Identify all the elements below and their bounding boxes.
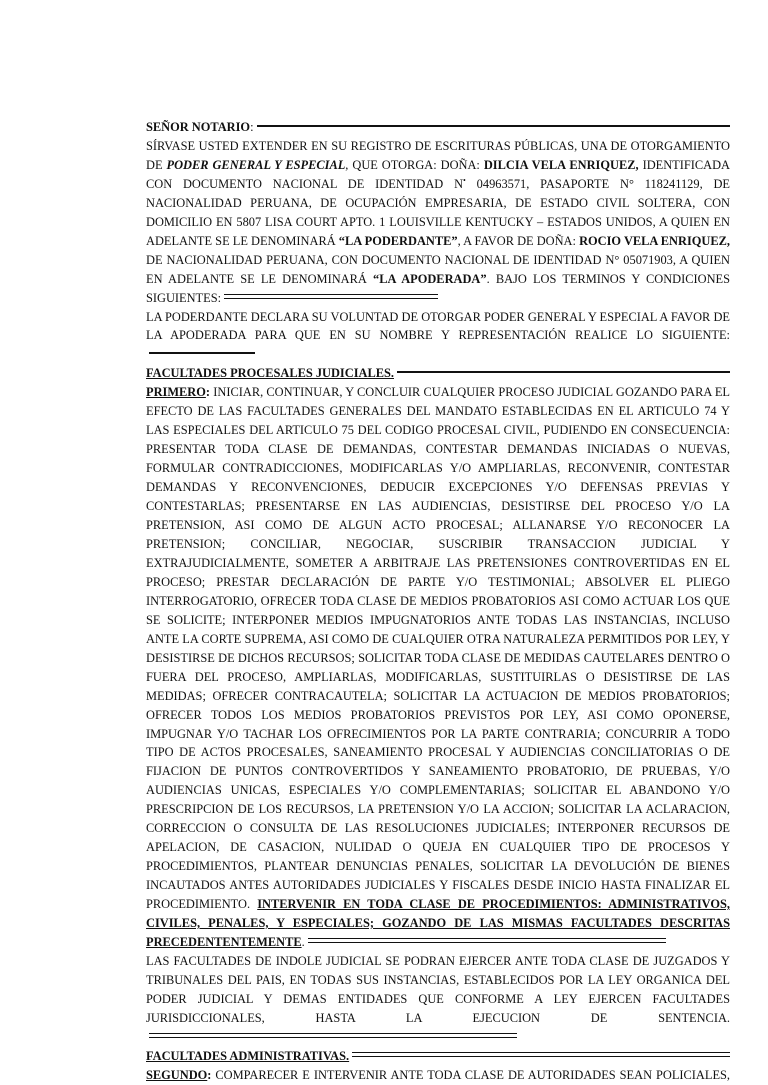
article-label-primero: PRIMERO (146, 385, 206, 400)
article-segundo: SEGUNDO: COMPARECER E INTERVENIR ANTE TODA CLASE DE AUTORIDADES SEAN POLICIALES, (146, 1067, 730, 1082)
document-page (146, 118, 730, 1085)
judicial-scope-paragraph: LAS FACULTADES DE INDOLE JUDICIAL SE PODRAN EJERCER ANTE TODA CLASE DE JUZGADOS Y TRIBUNALES DEL PAIS, EN TODAS SUS INSTANCIAS, ESTABLECIDOS POR LA LEY ORGANICA DEL PODER JUDICIAL Y DEMAS ENTIDADES QUE CONFORME A LEY EJERCEN FACULTADES JURISDICCIONALES, HASTA LA EJECUCION DE SENTENCIA. (146, 952, 730, 1047)
fill-line (257, 125, 730, 127)
article-primero-emphasis: INTERVENIR EN TODA CLASE DE PROCEDIMIENTOS: ADMINISTRATIVOS, CIVILES, PENALES, Y ESPECIALES; GOZANDO DE LAS MISMAS FACULTADES DESCRITAS PRECEDENTENTEMENTE (146, 897, 730, 949)
article-label-segundo: SEGUNDO (146, 1067, 208, 1082)
fill-line (149, 1033, 517, 1038)
fill-line (397, 371, 730, 373)
attorney-name: ROCIO VELA ENRIQUEZ, (579, 233, 730, 248)
fill-line (224, 294, 438, 299)
power-type: PODER GENERAL Y ESPECIAL (166, 157, 346, 172)
article-primero: PRIMERO: INICIAR, CONTINUAR, Y CONCLUIR CUALQUIER PROCESO JUDICIAL GOZANDO PARA EL EFECTO DE LAS FACULTADES GENERALES DEL MANDATO ESTABLECIDAS EN EL ARTICULO 74 Y LAS ESPECIALES DEL ARTICULO 75 DEL CODIGO PROCESAL CIVIL, PUDIENDO EN CONSECUENCIA: PRESENTAR TODA CLASE DE DEMANDAS, CONTESTAR DEMANDAS INICIADAS O NUEVAS, FORMULAR CONTRADICCIONES, MODIFICARLAS Y/O AMPLIARLAS, RECONVENIR, CONTESTAR DEMANDAS Y RECONVENCIONES, DEDUCIR EXCEPCIONES Y/O DEFENSAS PREVIAS Y CONTESTARLAS; PRESENTARSE EN LAS AUDIENCIAS, DESISTIRSE DEL PROCESO Y/O LA PRETENSION, ASI COMO DE ALGUN ACTO PROCESAL; ALLANARSE Y/O RECONOCER LA PRETENSION; CONCILIAR, NEGOCIAR, SUSCRIBIR TRANSACCION JUDICIAL Y EXTRAJUDICIALMENTE, SOMETER A ARBITRAJE LAS PRETENSIONES CONTROVERTIDAS EN EL PROCESO; PRESTAR DECLARACIÓN DE PARTE Y/O TESTIMONIAL; ABSOLVER EL PLIEGO INTERROGATORIO, OFRECER TODA CLASE DE MEDIOS PROBATORIOS ASI COMO ACTUAR LOS QUE SE SOLICITE; INTERPONER MEDIOS IMPUGNATORIOS ANTE TODAS LAS INSTANCIAS, INCLUSO ANTE LA CORTE SUPREMA, ASI COMO DE CUALQUIER OTRA NATURALEZA PERMITIDOS POR LEY, Y DESISTIRSE DE DICHOS RECURSOS; SOLICITAR TODA CLASE DE MEDIDAS CAUTELARES DENTRO O FUERA DEL PROCESO, AMPLIARLAS, MODIFICARLAS, SUSTITUIRLAS O DESISTIRSE DE LAS MEDIDAS; OFRECER CONTRACAUTELA; SOLICITAR LA ACTUACION DE MEDIOS PROBATORIOS; OFRECER TODOS LOS MEDIOS PROBATORIOS PREVISTOS POR LEY, ASI COMO OPONERSE, IMPUGNAR Y/O TACHAR LOS OFRECIMIENTOS POR LA PARTE CONTRARIA; CONCURRIR A TODO TIPO DE ACTOS PROCESALES, SANEAMIENTO PROCESAL Y AUDIENCIAS CONCILIATORIAS O DE FIJACION DE PUNTOS CONTROVERTIDOS Y SANEAMIENTO PROBATORIO, DE PRUEBAS, Y/O AUDIENCIAS UNICAS, ESPECIALES Y/O COMPLEMENTARIAS; SOLICITAR EL ABANDONO Y/O PRESCRIPCION DE LOS RECURSOS, LA PRETENSION Y/O LA ACCION; SOLICITAR LA ACLARACION, CORRECCION O CONSULTA DE LAS RESOLUCIONES JUDICIALES; INTERPONER RECURSOS DE APELACION, DE CASACION, NULIDAD O QUEJA EN CUALQUIER TIPO DE PROCESOS Y PROCEDIMIENTOS, PLANTEAR DENUNCIAS PENALES, SOLICITAR LA DEVOLUCIÓN DE BIENES INCAUTADOS ANTES AUTORIDADES JUDICIALES Y FISCALES DESDE INICIO HASTA FINALIZAR EL PROCEDIMIENTO. INTERVENIR EN TODA CLASE DE PROCEDIMIENTOS: ADMINISTRATIVOS, CIVILES, PENALES, Y ESPECIALES; GOZANDO DE LAS MISMAS FACULTADES DESCRITAS PRECEDENTENTEMENTE. (146, 385, 730, 949)
declaration-paragraph: LA PODERDANTE DECLARA SU VOLUNTAD DE OTORGAR PODER GENERAL Y ESPECIAL A FAVOR DE LA APODERADA PARA QUE EN SU NOMBRE Y REPRESENTACIÓN REALICE LO SIGUIENTE: (146, 308, 730, 365)
grantor-name: DILCIA VELA ENRIQUEZ, (483, 157, 639, 172)
fill-line (352, 1052, 730, 1057)
notary-salutation: SEÑOR NOTARIO: (146, 118, 730, 137)
section-heading-judicial: FACULTADES PROCESALES JUDICIALES. (146, 364, 730, 383)
intro-paragraph: SÍRVASE USTED EXTENDER EN SU REGISTRO DE ESCRITURAS PÚBLICAS, UNA DE OTORGAMIENTO DE PODER GENERAL Y ESPECIAL, QUE OTORGA: DOÑA: DILCIA VELA ENRIQUEZ, IDENTIFICADA CON DOCUMENTO NACIONAL DE IDENTIDAD N• 04963571, PASAPORTE N° 118241129, DE NACIONALIDAD PERUANA, DE OCUPACIÓN EMPRESARIA, DE ESTADO CIVIL SOLTERA, CON DOMICILIO EN 5807 LISA COURT APTO. 1 LOUISVILLE KENTUCKY – ESTADOS UNIDOS, A QUIEN EN ADELANTE SE LE DENOMINARÁ “LA PODERDANTE”, A FAVOR DE DOÑA: ROCIO VELA ENRIQUEZ, DE NACIONALIDAD PERUANA, CON DOCUMENTO NACIONAL DE IDENTIDAD N° 05071903, A QUIEN EN ADELANTE SE LE DENOMINARÁ “LA APODERADA”. BAJO LOS TERMINOS Y CONDICIONES SIGUIENTES: (146, 138, 730, 305)
salutation-label: SEÑOR NOTARIO (146, 120, 251, 134)
fill-line (308, 938, 666, 943)
fill-line (149, 352, 255, 354)
section-heading-administrative: FACULTADES ADMINISTRATIVAS. (146, 1047, 730, 1066)
attorney-role: “LA APODERADA” (373, 271, 487, 286)
grantor-role: “LA PODERDANTE” (338, 233, 458, 248)
